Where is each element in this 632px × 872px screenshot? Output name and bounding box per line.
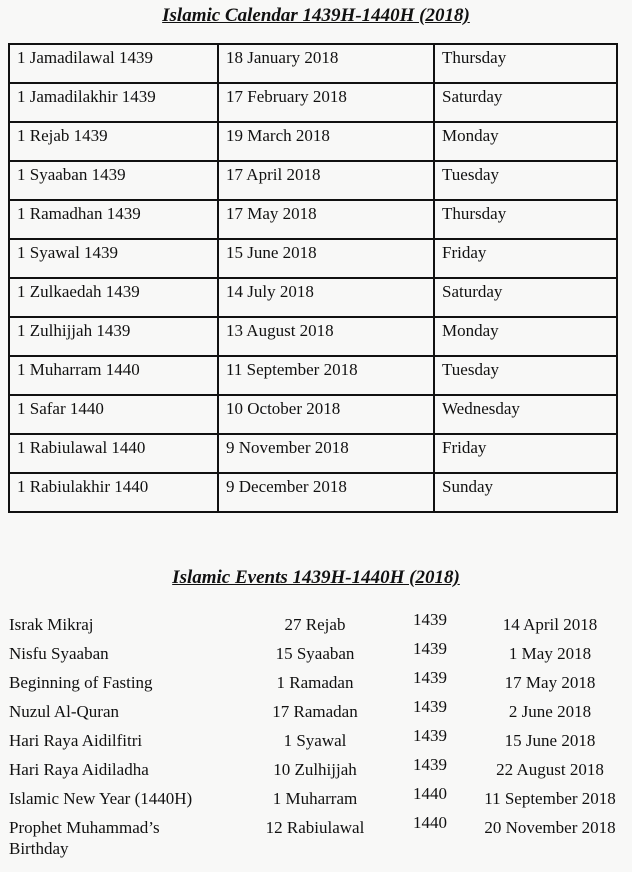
gregorian-date-cell: 17 April 2018 [218, 161, 434, 200]
table-row [9, 200, 617, 239]
event-islamic-date: 12 Rabiulawal [265, 818, 365, 837]
event-gregorian-date: 15 June 2018 [504, 731, 596, 750]
event-islamic-date: 1 Muharram [272, 789, 358, 808]
islamic-month-cell: 1 Syawal 1439 [9, 239, 218, 278]
event-hijri-year: 1439 [413, 697, 447, 716]
calendar-title: Islamic Calendar 1439H-1440H (2018) [162, 5, 470, 26]
event-hijri-year: 1439 [413, 610, 447, 629]
weekday-cell: Friday [434, 434, 617, 473]
table-row [9, 434, 617, 473]
weekday-cell: Saturday [434, 278, 617, 317]
islamic-events-list [0, 612, 632, 861]
events-title: Islamic Events 1439H-1440H (2018) [172, 567, 460, 588]
event-name: Beginning of Fasting [9, 673, 153, 692]
islamic-month-cell: 1 Syaaban 1439 [9, 161, 218, 200]
gregorian-date-cell: 9 November 2018 [218, 434, 434, 473]
islamic-month-cell: 1 Rabiulawal 1440 [9, 434, 218, 473]
weekday-cell: Friday [434, 239, 617, 278]
event-islamic-date: 15 Syaaban [275, 644, 355, 663]
table-row [9, 122, 617, 161]
islamic-calendar-table [8, 43, 618, 513]
gregorian-date-cell: 15 June 2018 [218, 239, 434, 278]
event-islamic-date: 10 Zulhijjah [273, 760, 357, 779]
event-gregorian-date: 14 April 2018 [502, 615, 598, 634]
table-row [9, 83, 617, 122]
event-row [0, 757, 632, 786]
event-islamic-date: 17 Ramadan [272, 702, 358, 721]
table-row [9, 239, 617, 278]
weekday-cell: Wednesday [434, 395, 617, 434]
weekday-cell: Saturday [434, 83, 617, 122]
event-hijri-year: 1439 [413, 668, 447, 687]
event-gregorian-date: 20 November 2018 [484, 818, 616, 837]
weekday-cell: Tuesday [434, 161, 617, 200]
event-islamic-date: 1 Syawal [283, 731, 347, 750]
islamic-month-cell: 1 Jamadilawal 1439 [9, 44, 218, 83]
weekday-cell: Sunday [434, 473, 617, 512]
event-name: Nuzul Al-Quran [9, 702, 120, 721]
gregorian-date-cell: 18 January 2018 [218, 44, 434, 83]
event-gregorian-date: 17 May 2018 [504, 673, 596, 692]
event-hijri-year: 1439 [413, 755, 447, 774]
event-islamic-date: 27 Rejab [284, 615, 346, 634]
islamic-month-cell: 1 Rejab 1439 [9, 122, 218, 161]
event-name: Hari Raya Aidilfitri [9, 731, 143, 750]
table-row [9, 395, 617, 434]
table-row [9, 161, 617, 200]
table-row [9, 317, 617, 356]
event-row [0, 699, 632, 728]
islamic-month-cell: 1 Safar 1440 [9, 395, 218, 434]
event-hijri-year: 1440 [413, 784, 447, 803]
event-row [0, 815, 632, 861]
table-row [9, 473, 617, 512]
event-gregorian-date: 22 August 2018 [496, 760, 604, 779]
gregorian-date-cell: 19 March 2018 [218, 122, 434, 161]
weekday-cell: Monday [434, 317, 617, 356]
event-gregorian-date: 1 May 2018 [508, 644, 592, 663]
event-gregorian-date: 11 September 2018 [484, 789, 616, 808]
gregorian-date-cell: 9 December 2018 [218, 473, 434, 512]
event-row [0, 612, 632, 641]
event-row [0, 670, 632, 699]
gregorian-date-cell: 11 September 2018 [218, 356, 434, 395]
gregorian-date-cell: 10 October 2018 [218, 395, 434, 434]
event-row [0, 641, 632, 670]
event-name: Israk Mikraj [9, 615, 94, 634]
event-hijri-year: 1440 [413, 813, 447, 832]
event-gregorian-date: 2 June 2018 [508, 702, 592, 721]
table-row [9, 356, 617, 395]
islamic-month-cell: 1 Zulkaedah 1439 [9, 278, 218, 317]
gregorian-date-cell: 17 May 2018 [218, 200, 434, 239]
event-hijri-year: 1439 [413, 639, 447, 658]
islamic-month-cell: 1 Jamadilakhir 1439 [9, 83, 218, 122]
islamic-month-cell: 1 Ramadhan 1439 [9, 200, 218, 239]
weekday-cell: Tuesday [434, 356, 617, 395]
islamic-month-cell: 1 Zulhijjah 1439 [9, 317, 218, 356]
table-row [9, 44, 617, 83]
event-hijri-year: 1439 [413, 726, 447, 745]
islamic-month-cell: 1 Muharram 1440 [9, 356, 218, 395]
event-row [0, 728, 632, 757]
event-name: Nisfu Syaaban [9, 644, 109, 663]
gregorian-date-cell: 17 February 2018 [218, 83, 434, 122]
weekday-cell: Thursday [434, 200, 617, 239]
weekday-cell: Monday [434, 122, 617, 161]
event-name: Prophet Muhammad’s Birthday [9, 818, 160, 858]
table-row [9, 278, 617, 317]
event-row [0, 786, 632, 815]
event-name: Hari Raya Aidiladha [9, 760, 149, 779]
weekday-cell: Thursday [434, 44, 617, 83]
gregorian-date-cell: 14 July 2018 [218, 278, 434, 317]
event-islamic-date: 1 Ramadan [276, 673, 354, 692]
islamic-month-cell: 1 Rabiulakhir 1440 [9, 473, 218, 512]
gregorian-date-cell: 13 August 2018 [218, 317, 434, 356]
event-name: Islamic New Year (1440H) [9, 789, 193, 808]
